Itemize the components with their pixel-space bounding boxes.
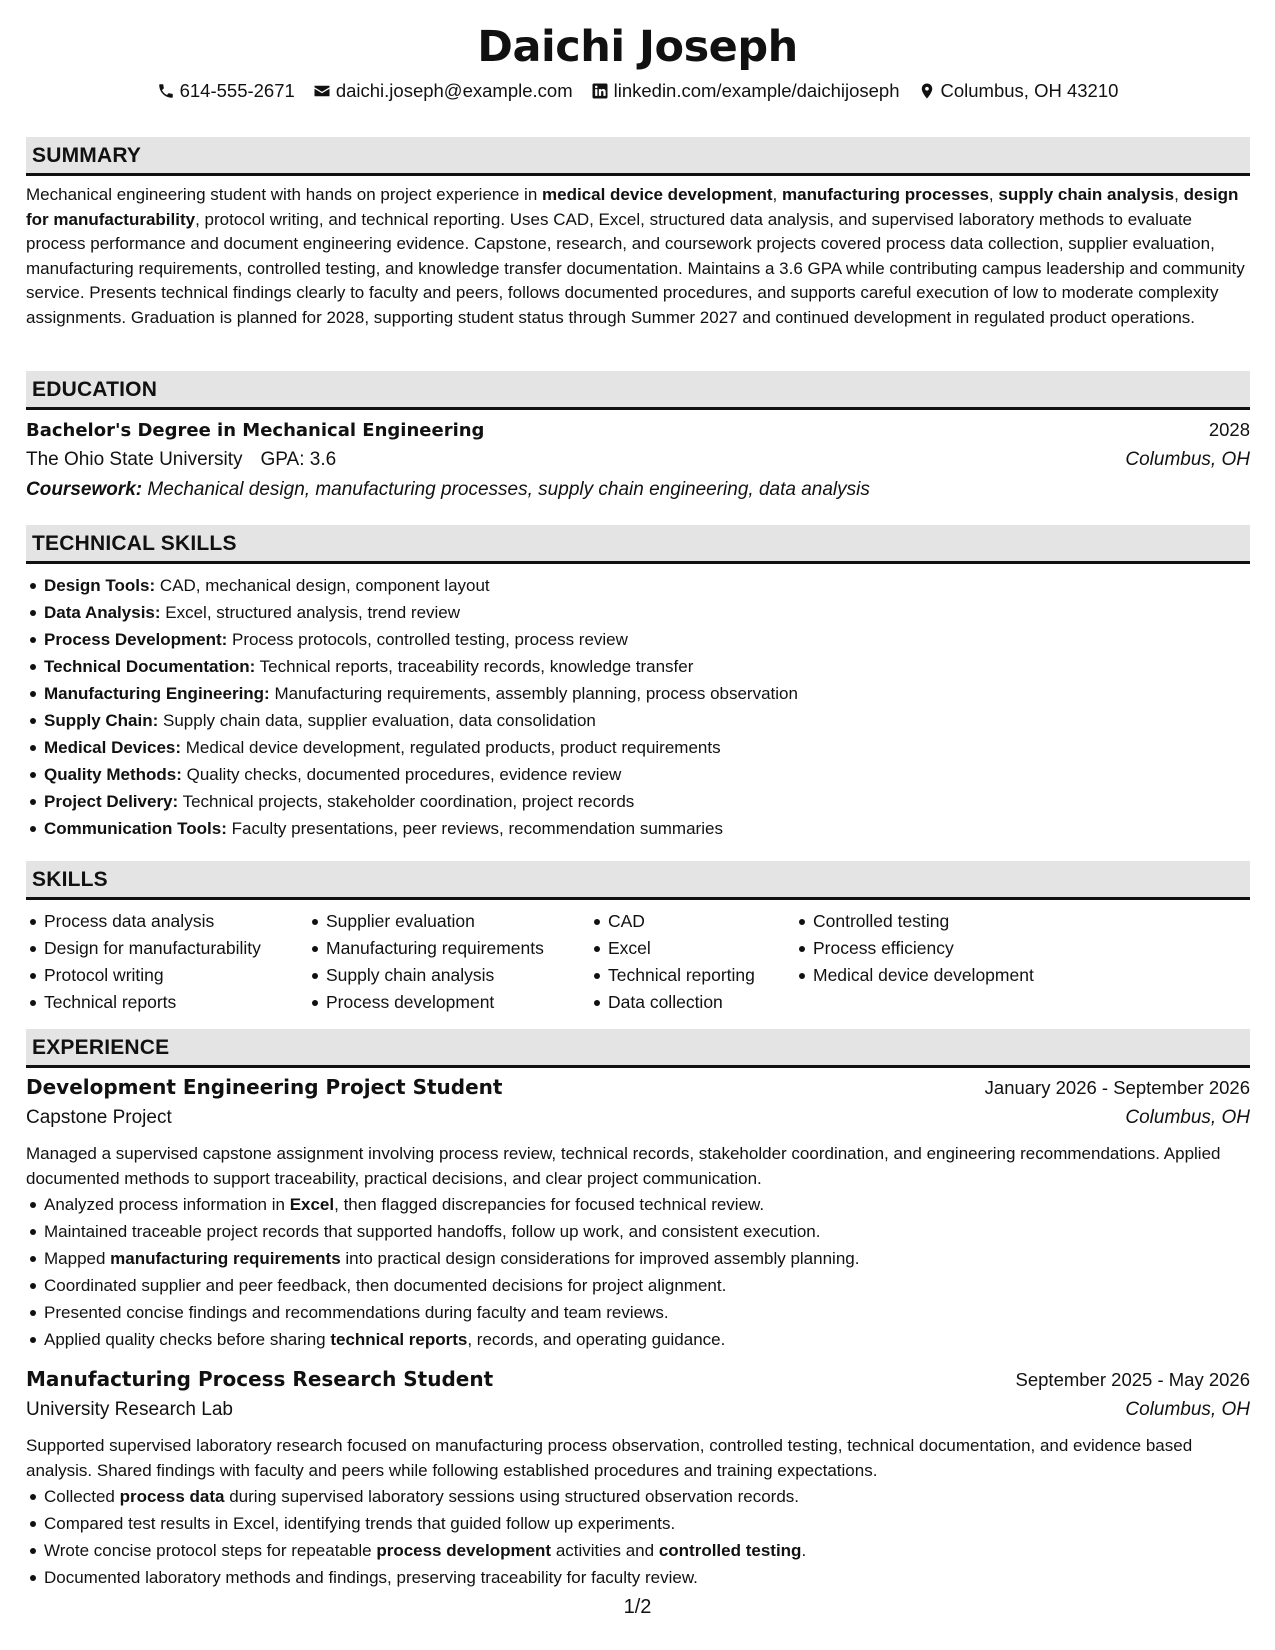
bullet-text: Documented laboratory methods and findings, preserving traceability for faculty review. xyxy=(44,1568,698,1587)
job-org-row xyxy=(26,1399,1250,1421)
linkedin-text: linkedin.com/example/daichijoseph xyxy=(613,80,900,101)
job-location: Columbus, OH xyxy=(1125,1107,1250,1128)
section-title: SUMMARY xyxy=(32,144,142,167)
list-item xyxy=(26,572,798,599)
job-organization: University Research Lab xyxy=(26,1399,233,1420)
coursework xyxy=(26,479,870,501)
skills-column-1 xyxy=(26,908,308,1016)
skills-column-4 xyxy=(795,908,1055,1016)
list-item: Protocol writing xyxy=(26,962,308,989)
skill-category: Quality Methods: xyxy=(44,765,182,784)
list-item xyxy=(26,1245,859,1272)
list-item xyxy=(26,761,798,788)
coursework-text: Mechanical design, manufacturing processes, supply chain engineering, data analysis xyxy=(142,479,870,500)
section-title: TECHNICAL SKILLS xyxy=(32,532,237,555)
job-bullets xyxy=(26,1483,806,1591)
job-title: Development Engineering Project Student xyxy=(26,1075,503,1099)
list-item: Excel xyxy=(590,935,795,962)
job-title-row xyxy=(26,1075,1250,1099)
skill-detail: Technical reports, traceability records, knowledge transfer xyxy=(255,657,694,676)
section-header-technical-skills xyxy=(26,525,1250,564)
job-title-row xyxy=(26,1367,1250,1391)
contact-linkedin[interactable] xyxy=(591,80,900,102)
list-item: Process data analysis xyxy=(26,908,308,935)
list-item: Controlled testing xyxy=(795,908,1055,935)
bullet-highlight: technical reports xyxy=(330,1330,468,1349)
map-pin-icon xyxy=(918,82,936,100)
bullet-text: . xyxy=(801,1541,807,1560)
education-degree-row xyxy=(26,419,1250,441)
bullet-text: , records, and operating guidance. xyxy=(467,1330,726,1349)
job-organization: Capstone Project xyxy=(26,1107,172,1128)
contact-email[interactable] xyxy=(313,80,573,102)
summary-segment: , protocol writing, and technical reporting. Uses CAD, Excel, structured data analysis, and supervised laboratory methods to evaluate process performance and document engineering evidence. Capstone, research, and coursework projects covered process data collection, supplier evaluation, manufacturing requirements, controlled testing, and knowledge transfer documentation. Maintains a 3.6 GPA while contributing campus leadership and community service. Presents technical findings clearly to faculty and peers, follows documented procedures, and supports careful execution of low to moderate complexity assignments. Graduation is planned for 2028, supporting student status through Summer 2027 and continued development in regulated product operations. xyxy=(26,209,1245,327)
section-title: EDUCATION xyxy=(32,378,158,401)
job-description: Managed a supervised capstone assignment involving process review, technical records, stakeholder coordination, and engineering recommendations. Applied documented methods to support traceability, practical decisions, and clear project communication. xyxy=(26,1144,1221,1188)
phone-icon xyxy=(157,82,175,100)
section-title: SKILLS xyxy=(32,868,108,891)
school-location: Columbus, OH xyxy=(1125,449,1250,470)
list-item xyxy=(26,1483,806,1510)
section-header-summary xyxy=(26,137,1250,176)
list-item xyxy=(26,707,798,734)
bullet-text: into practical design considerations for improved assembly planning. xyxy=(340,1249,860,1268)
list-item: Medical device development xyxy=(795,962,1055,989)
section-header-experience xyxy=(26,1029,1250,1068)
skill-detail: Faculty presentations, peer reviews, recommendation summaries xyxy=(226,819,723,838)
summary-highlight: medical device development xyxy=(542,185,773,204)
skill-detail: Medical device development, regulated products, product requirements xyxy=(181,738,721,757)
skill-category: Communication Tools: xyxy=(44,819,227,838)
bullet-text: Collected xyxy=(44,1487,120,1506)
skills-column-2 xyxy=(308,908,590,1016)
page-indicator: 1/2 xyxy=(623,1596,652,1618)
job-dates: September 2025 - May 2026 xyxy=(1015,1369,1250,1390)
skill-detail: Excel, structured analysis, trend review xyxy=(160,603,461,622)
job-org-row xyxy=(26,1107,1250,1129)
bullet-highlight: Excel xyxy=(289,1195,335,1214)
summary-segment: , xyxy=(772,185,782,204)
skill-detail: Technical projects, stakeholder coordination, project records xyxy=(178,792,635,811)
contact-phone[interactable] xyxy=(157,80,295,102)
coursework-label: Coursework: xyxy=(26,479,143,500)
list-item: Technical reports xyxy=(26,989,308,1016)
list-item: Design for manufacturability xyxy=(26,935,308,962)
location-text: Columbus, OH 43210 xyxy=(940,80,1119,101)
list-item xyxy=(26,734,798,761)
section-header-skills xyxy=(26,861,1250,900)
skill-category: Project Delivery: xyxy=(44,792,179,811)
list-item xyxy=(26,788,798,815)
email-text: daichi.joseph@example.com xyxy=(335,80,573,101)
list-item xyxy=(26,1191,859,1218)
list-item: Process development xyxy=(308,989,590,1016)
bullet-highlight: process data xyxy=(119,1487,225,1506)
linkedin-icon xyxy=(591,82,609,100)
graduation-year: 2028 xyxy=(1208,419,1250,440)
envelope-icon xyxy=(313,82,331,100)
summary-text xyxy=(26,183,1250,331)
skill-detail: CAD, mechanical design, component layout xyxy=(155,576,490,595)
list-item xyxy=(26,1218,859,1245)
section-title: EXPERIENCE xyxy=(32,1036,170,1059)
summary-segment: Mechanical engineering student with hands on project experience in xyxy=(26,185,542,204)
list-item xyxy=(26,1299,859,1326)
list-item xyxy=(26,1510,806,1537)
job-description: Supported supervised laboratory research focused on manufacturing process observation, controlled testing, technical documentation, and evidence based analysis. Shared findings with faculty and peers while following established procedures and training expectations. xyxy=(26,1436,1193,1480)
bullet-text: Presented concise findings and recommendations during faculty and team reviews. xyxy=(44,1303,669,1322)
list-item: Supply chain analysis xyxy=(308,962,590,989)
bullet-highlight: controlled testing xyxy=(658,1541,802,1560)
contact-location xyxy=(918,80,1119,102)
skill-detail: Supply chain data, supplier evaluation, data consolidation xyxy=(158,711,596,730)
job-dates: January 2026 - September 2026 xyxy=(984,1077,1250,1098)
summary-segment: , xyxy=(1174,185,1184,204)
list-item xyxy=(26,815,798,842)
bullet-text: activities and xyxy=(551,1541,659,1560)
summary-highlight: manufacturing processes xyxy=(782,185,989,204)
list-item xyxy=(26,1564,806,1591)
skill-detail: Process protocols, controlled testing, process review xyxy=(227,630,628,649)
bullet-highlight: manufacturing requirements xyxy=(110,1249,341,1268)
skill-category: Data Analysis: xyxy=(44,603,161,622)
list-item xyxy=(26,626,798,653)
bullet-highlight: process development xyxy=(376,1541,552,1560)
bullet-text: Mapped xyxy=(44,1249,111,1268)
list-item xyxy=(26,1326,859,1353)
list-item xyxy=(26,680,798,707)
summary-segment: , xyxy=(988,185,999,204)
bullet-text: Applied quality checks before sharing xyxy=(44,1330,331,1349)
phone-text: 614-555-2671 xyxy=(179,80,295,101)
list-item xyxy=(26,1537,806,1564)
list-item xyxy=(26,1272,859,1299)
list-item: Manufacturing requirements xyxy=(308,935,590,962)
skill-category: Design Tools: xyxy=(44,576,156,595)
section-header-education xyxy=(26,371,1250,410)
bullet-text: Analyzed process information in xyxy=(44,1195,290,1214)
list-item: CAD xyxy=(590,908,795,935)
skill-detail: Manufacturing requirements, assembly planning, process observation xyxy=(269,684,798,703)
bullet-text: during supervised laboratory sessions using structured observation records. xyxy=(224,1487,800,1506)
job-bullets xyxy=(26,1191,859,1353)
skill-category: Medical Devices: xyxy=(44,738,182,757)
skill-category: Process Development: xyxy=(44,630,228,649)
skills-column-3 xyxy=(590,908,795,1016)
bullet-text: Compared test results in Excel, identifying trends that guided follow up experiments. xyxy=(44,1514,676,1533)
job-location: Columbus, OH xyxy=(1125,1399,1250,1420)
contact-bar xyxy=(0,80,1275,102)
list-item: Supplier evaluation xyxy=(308,908,590,935)
summary-highlight: design for manufacturability xyxy=(26,185,1239,229)
degree-title: Bachelor's Degree in Mechanical Engineering xyxy=(26,420,485,441)
education-school-row xyxy=(26,449,1250,471)
skill-category: Supply Chain: xyxy=(44,711,159,730)
technical-skills-list xyxy=(26,572,798,842)
bullet-text: Wrote concise protocol steps for repeatable xyxy=(44,1541,377,1560)
bullet-text: Coordinated supplier and peer feedback, then documented decisions for project alignment. xyxy=(44,1276,727,1295)
list-item xyxy=(26,599,798,626)
job-title: Manufacturing Process Research Student xyxy=(26,1367,494,1391)
school-name: The Ohio State University xyxy=(26,449,243,470)
skill-category: Technical Documentation: xyxy=(44,657,256,676)
summary-highlight: supply chain analysis xyxy=(998,185,1175,204)
list-item: Technical reporting xyxy=(590,962,795,989)
bullet-text: Maintained traceable project records that supported handoffs, follow up work, and consistent execution. xyxy=(44,1222,821,1241)
skill-detail: Quality checks, documented procedures, evidence review xyxy=(181,765,622,784)
list-item: Process efficiency xyxy=(795,935,1055,962)
gpa: GPA: 3.6 xyxy=(260,449,337,470)
bullet-text: , then flagged discrepancies for focused technical review. xyxy=(334,1195,765,1214)
list-item: Data collection xyxy=(590,989,795,1016)
list-item xyxy=(26,653,798,680)
candidate-name: Daichi Joseph xyxy=(477,22,798,72)
skill-category: Manufacturing Engineering: xyxy=(44,684,270,703)
skills-grid xyxy=(26,908,1055,1016)
